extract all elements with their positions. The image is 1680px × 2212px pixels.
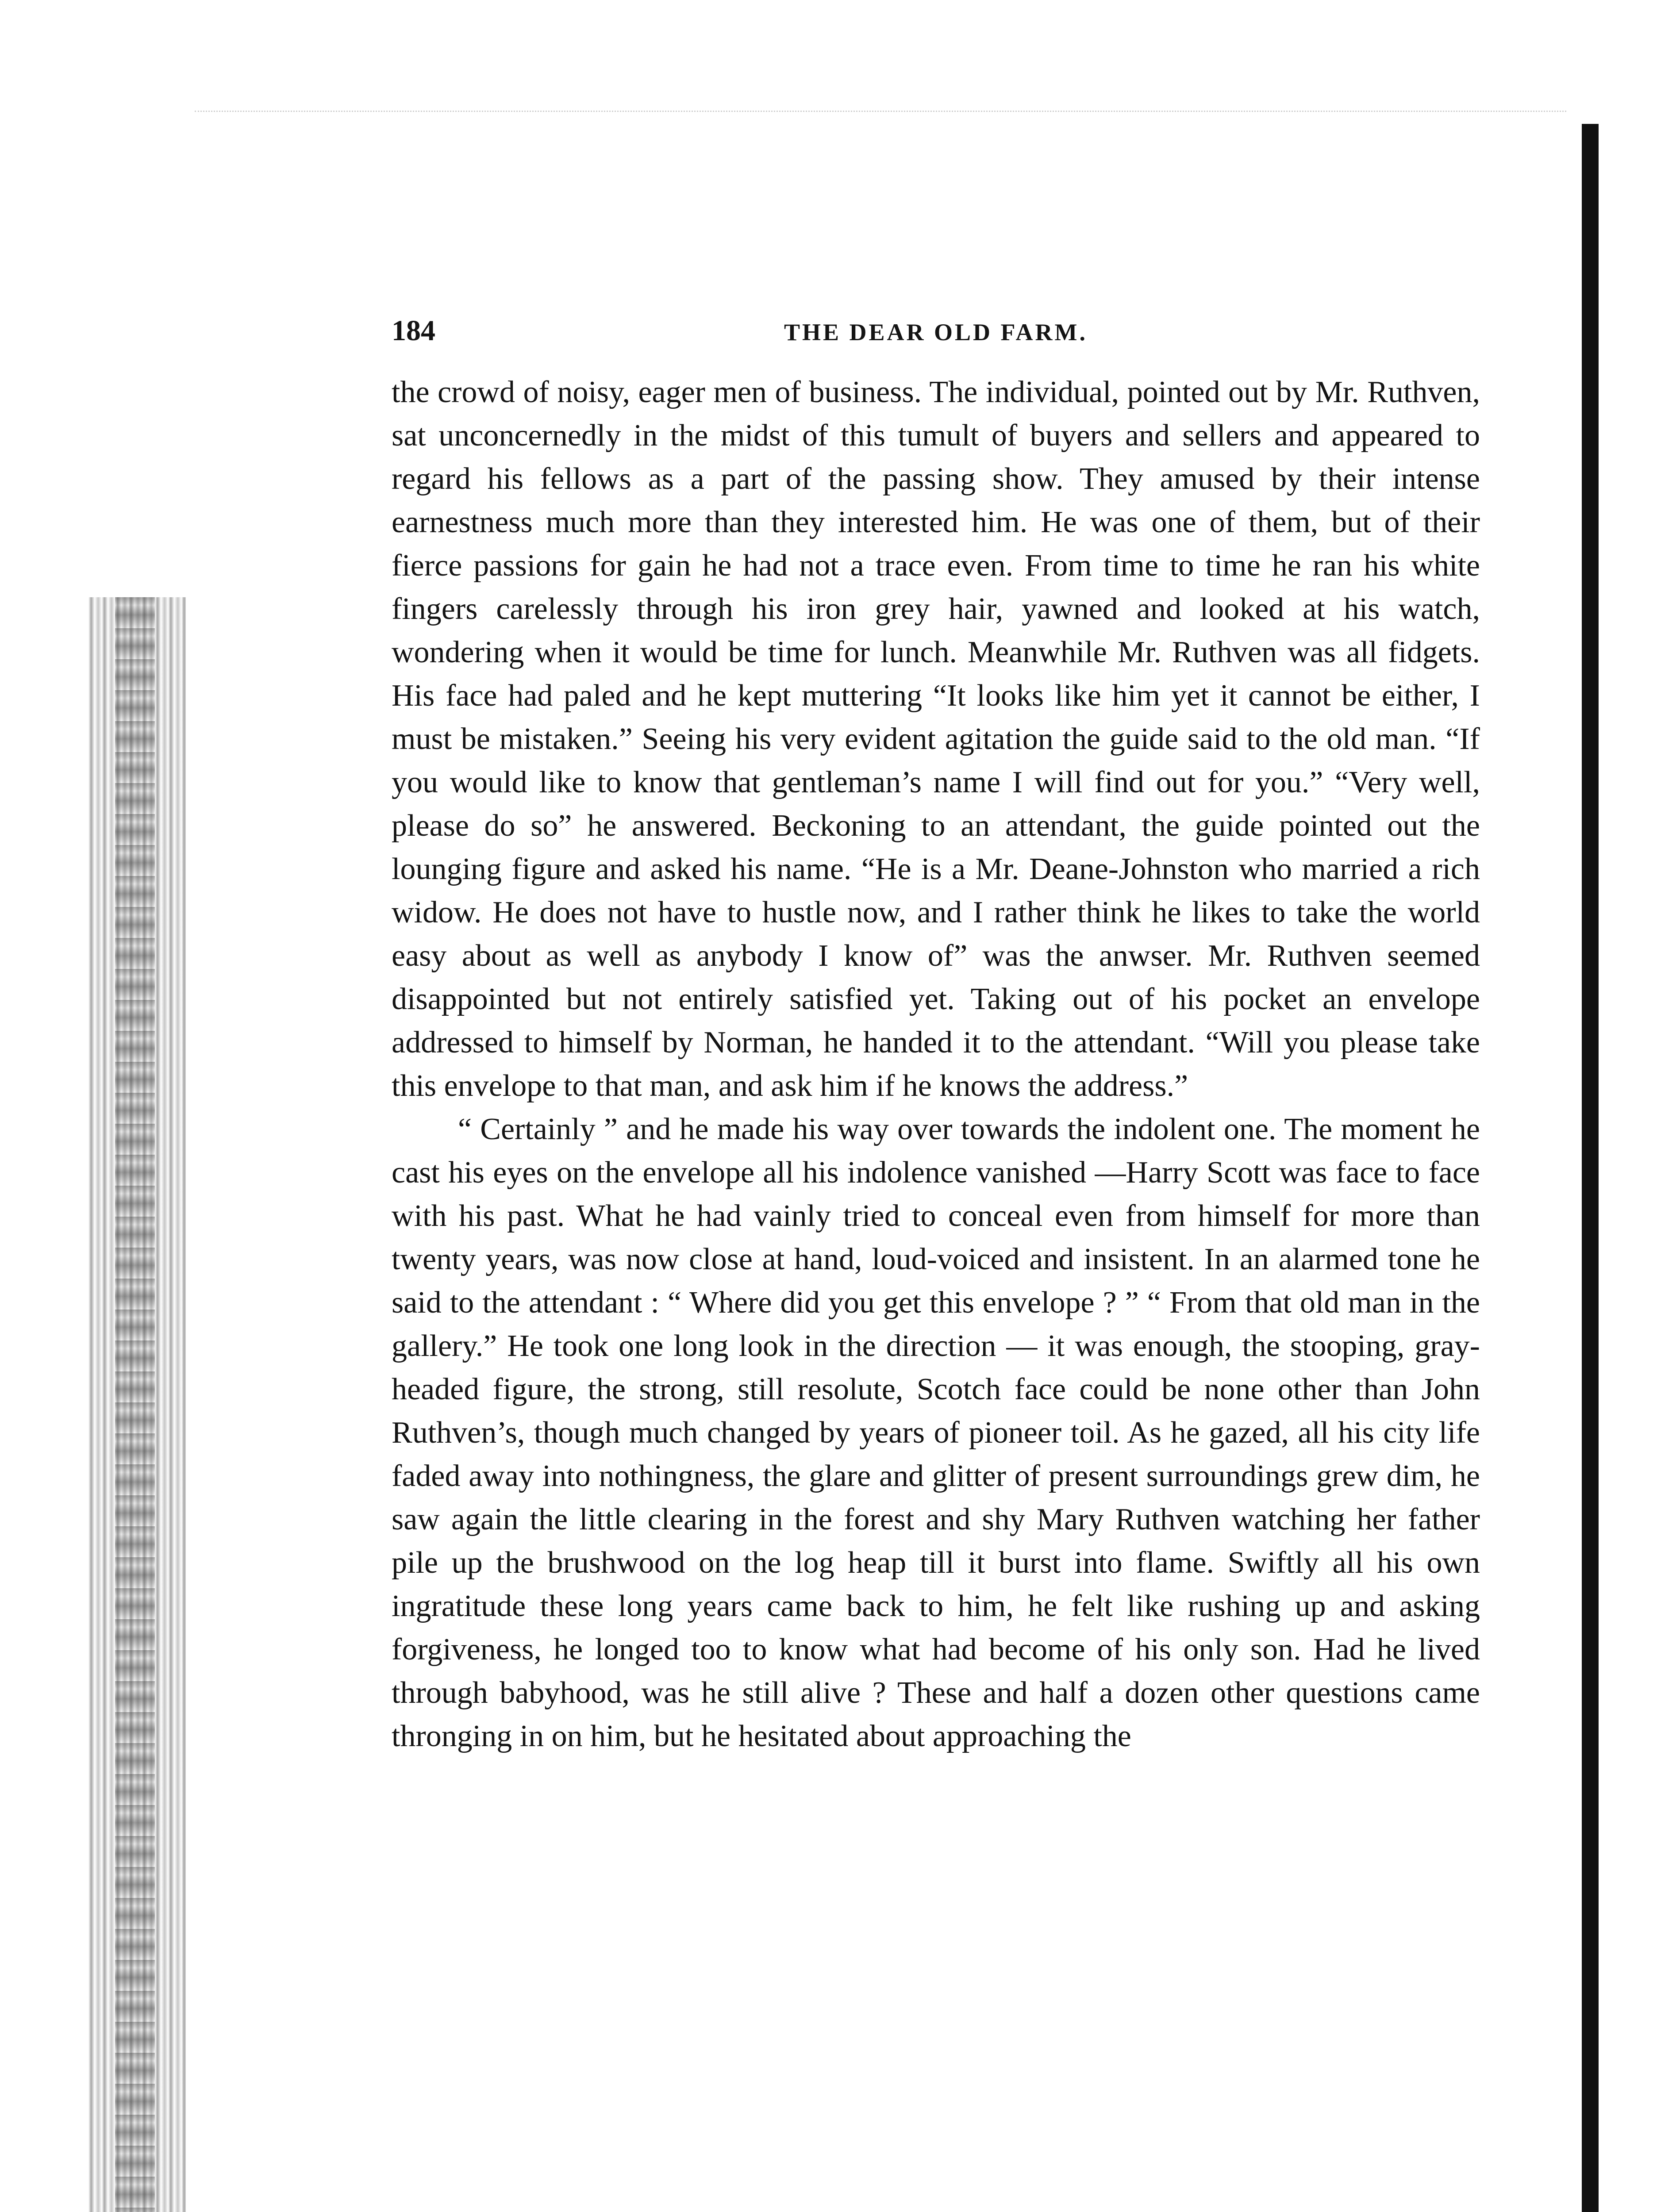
page-number: 184 xyxy=(392,315,435,347)
paragraph-2: “ Certainly ” and he made his way over towards the indolent one. The moment he cast his eyes on the envelope all his indolence vanished —Harry Scott was face to face with his past. What he had vainly tried to conceal even from himself for more than twenty years, was now close at hand, loud-voiced and insistent. In an alarmed tone he said to the attendant : “ Where did you get this envelope ? ” “ From that old man in the gallery.” He took one long look in the direction — it was enough, the stooping, gray-headed figure, the strong, still resolute, Scotch face could be none other than John Ruthven’s, though much changed by years of pioneer toil. As he gazed, all his city life faded away into nothingness, the glare and glitter of present surroundings grew dim, he saw again the little clearing in the forest and shy Mary Ruthven watching her father pile up the brushwood on the log heap till it burst into flame. Swiftly all his own ingratitude these long years came back to him, he felt like rushing up and asking forgiveness, he longed too to know what had become of his only son. Had he lived through babyhood, was he still alive ? These and half a dozen other questions came thronging in on him, but he hesitated about approaching the xyxy=(392,1112,1480,1753)
paragraph-1: the crowd of noisy, eager men of business. The individual, pointed out by Mr. Ruthven, sat unconcernedly in the midst of this tumult of buyers and sellers and appeared to regard his fellows as a part of the passing show. They amused by their intense earnestness much more than they interested him. He was one of them, but of their fierce passions for gain he had not a trace even. From time to time he ran his white fingers carelessly through his iron grey hair, yawned and looked at his watch, wondering when it would be time for lunch. Meanwhile Mr. Ruthven was all fidgets. His face had paled and he kept muttering “It looks like him yet it cannot be either, I must be mistaken.” Seeing his very evident agitation the guide said to the old man. “If you would like to know that gentleman’s name I will find out for you.” “Very well, please do so” he answered. Beckoning to an attendant, the guide pointed out the lounging figure and asked his name. “He is a Mr. Deane-Johnston who married a rich widow. He does not have to hustle now, and I rather think he likes to take the world easy about as well as anybody I know of” was the anwser. Mr. Ruthven seemed disappointed but not entirely satisfied yet. Taking out of his pocket an envelope addressed to himself by Norman, he handed it to the attendant. “Will you please take this envelope to that man, and ask him if he knows the address.” xyxy=(392,375,1480,1103)
scan-edge-bar xyxy=(1582,124,1599,2212)
binding-shadow xyxy=(88,597,186,2212)
running-title: THE DEAR OLD FARM. xyxy=(784,319,1088,346)
body-text xyxy=(392,371,1480,1758)
scan-edge-top xyxy=(195,111,1566,112)
page-header xyxy=(392,310,1480,354)
